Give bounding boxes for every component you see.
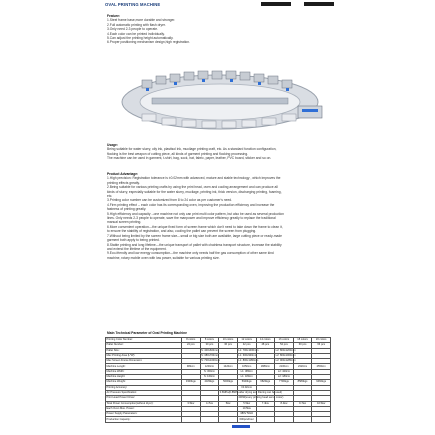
spec-cell: L1: 180cm	[237, 375, 256, 380]
spec-header-cell: 8 colors	[182, 338, 201, 343]
advantage-line: and extend the lifetime of the equipment.	[107, 246, 167, 251]
spec-cell: 1200cm	[200, 364, 219, 369]
advantage-line: garment both apply to being printed.	[107, 238, 160, 243]
advantage-section	[107, 172, 333, 260]
spec-cell: 48 pcs	[256, 343, 275, 348]
spec-cell: L2: 900x1280mm	[275, 359, 296, 363]
advantage-line: 1.High precision: Registration tolerance is ±0.02mm with advanced, mature and stable technology , which improves the	[107, 176, 281, 181]
spec-cell: L1: 600x900mm	[238, 353, 257, 357]
spec-header-cell: 8 colors	[200, 338, 219, 343]
spec-cell: L2: 800x1000mm	[275, 353, 296, 357]
spec-table-title: Main Technical Parameter of Oval Printing Machine	[107, 331, 188, 335]
spec-cell: 24 pcs	[182, 343, 201, 348]
header-redaction-bar	[261, 2, 291, 6]
spec-cell: L2: 420cm	[275, 369, 294, 374]
spec-cell: 1420cm	[219, 364, 238, 369]
spec-row-label: Max Printing Area (L*W):	[106, 353, 182, 358]
spec-header-cell: 20 colors	[312, 338, 331, 343]
spec-cell	[182, 417, 201, 422]
advantage-line: 7.Without being limited by the screen frame size---small or big size both are available, large cutting piece or ready-made	[107, 233, 283, 238]
spec-cell: L1: 800x1180mm	[238, 359, 259, 363]
spec-cell: S: 400x600mm	[201, 348, 219, 352]
advantage-line: machine, rotary mobile oven with low power, suitable for various printing size.	[107, 255, 220, 260]
advantage-line: 6.More convenient operation---the unique fixed form of screen frame which don't need to take down the frame to clean it,	[107, 224, 283, 229]
spec-cell: 3.5kw	[182, 401, 201, 406]
spec-cell	[293, 417, 312, 422]
spec-cell: 5.5kw	[237, 401, 256, 406]
highlight-bar	[232, 425, 250, 428]
advantage-line: 2.Being suitable for various printing crafts by using the print head, oven and cooling arrangement and can produce all	[107, 185, 278, 190]
spec-cell: 7.4kw	[256, 401, 275, 406]
spec-row-label: Pallet Number:	[106, 343, 182, 348]
spec-cell: S: 380x700mm	[201, 353, 219, 357]
spec-cell: 8.4kw	[275, 401, 294, 406]
spec-cell: 42 pcs	[237, 343, 256, 348]
spec-cell: L2: 180cm	[275, 375, 294, 380]
spec-cell: S: 700x1000mm	[201, 359, 221, 363]
spec-row-label: Printing Color Number:	[106, 338, 182, 343]
advantage-line: 9.Eco-friendly and low energy consumption---the machine only needs half the gas consumption of other same kind	[107, 251, 274, 256]
advantage-line: lines. Only needs 2-3 people to operate, save the manpower and improve efficiency greatly to replace the traditional	[107, 216, 276, 221]
advantage-heading: Product Advantage:	[107, 172, 139, 176]
spec-cell	[275, 417, 294, 422]
spec-table	[105, 337, 331, 423]
usage-line: Being suitable for water slurry, oily ink, plastisol ink, mucilage printing craft, etc. As a standard function configuration,	[107, 147, 277, 152]
spec-header-cell: 10 colors	[219, 338, 238, 343]
spec-cell: S: 160cm	[200, 375, 219, 380]
spec-cell: 982cm	[182, 364, 201, 369]
page-header	[105, 2, 337, 11]
spec-cell: 9460kgs	[312, 380, 331, 385]
usage-heading: Usage:	[107, 143, 118, 147]
spec-cell: 2100cm	[275, 364, 294, 369]
spec-cell: L1: 700x1000mm	[238, 348, 259, 352]
advantage-line: 4.Firm printing effect -- each color has its corresponding oven, improving the production efficiency and increase the	[107, 202, 275, 207]
spec-row-label: Total Power Consumption(without dryer):	[106, 401, 182, 406]
spec-cell: 30 pcs	[200, 343, 219, 348]
spec-row-label: Printing Accuracy:	[106, 385, 182, 390]
spec-cell	[256, 417, 275, 422]
advantage-line: etc.	[107, 194, 113, 199]
spec-cell: 5940kgs	[237, 380, 256, 385]
feature-line: 4.Each color can be printed individually.	[107, 31, 165, 36]
spec-cell: 600pcs/hour	[237, 417, 256, 422]
spec-cell: 0.6MPa(0.8MPa after drying and filtering can be used)	[219, 391, 283, 395]
usage-line: flocking is the best weapon of cutting piece, all kinds of garment printing and flocking processing.	[107, 151, 249, 156]
spec-cell: 10.5kw	[237, 406, 256, 411]
spec-cell: 9.7kw	[293, 401, 312, 406]
spec-cell: S: 300cm	[200, 369, 219, 374]
spec-cell: 36 pcs	[219, 343, 238, 348]
feature-line: 2.Full automatic printing with flash dryer.	[107, 22, 166, 27]
advantage-line: 3.Printing color number can be customized from 8 to 24 color as per customer's need.	[107, 198, 233, 203]
advantage-line: 5.High efficiency and capacity --one machine not only can print multi color pattern, but also be used as several production	[107, 211, 284, 216]
oval-printing-machine-image	[112, 62, 328, 138]
spec-cell: 4.7kw	[200, 401, 219, 406]
spec-cell: 4180kgs	[200, 380, 219, 385]
spec-row-label: Power Supply Parameters:	[106, 412, 182, 417]
spec-row-label: Machine Weight:	[106, 380, 182, 385]
spec-row-label: Production Capacity:	[106, 417, 182, 422]
feature-line: 1.Steel frame base,more durable and stronger.	[107, 18, 176, 23]
spec-cell	[219, 417, 238, 422]
spec-row-label: Air Pressure Specification:	[106, 390, 182, 395]
spec-cell: 66 pcs	[312, 343, 331, 348]
advantage-line: fastness of printing greatly.	[107, 207, 147, 212]
spec-row-label: Pallet Size:	[106, 348, 182, 353]
feature-line: 5.Can adjust the printing height automatically.	[107, 36, 174, 41]
spec-cell: 5000kgs	[219, 380, 238, 385]
feature-line: 3.Only need 2-3 people to operate.	[107, 27, 158, 32]
spec-cell: 400W(every printing head servo motor)	[238, 396, 284, 400]
page-title: OVAL PRINTING MACHINE	[105, 2, 161, 7]
advantage-line: 8.Stable printing and long lifetime---the unique transport of pallet with chainless transport structure, increase the stability	[107, 242, 282, 247]
spec-header-cell: 16 colors	[275, 338, 294, 343]
advantage-line: to ensure the stability of registration, and also, cooling the pallet can prevent the screen from plugging.	[107, 229, 257, 234]
spec-cell: L1: 380cm	[237, 369, 256, 374]
spec-cell: 54 pcs	[275, 343, 294, 348]
spec-header-cell: 18 colors	[293, 338, 312, 343]
spec-cell: ±0.02mm	[237, 385, 256, 390]
spec-row-label: Machine Length:	[106, 364, 182, 369]
spec-row-label: Each Oven Max. Power:	[106, 406, 182, 411]
advantage-line: kinds of slurry, especially suitable for the water slurry, mucilage, printing ink, thick version, discharging printing, foaming,	[107, 189, 282, 194]
features-section	[107, 14, 333, 45]
spec-cell: 380V 50Hz	[237, 412, 256, 417]
advantage-line: manual screen printing.	[107, 220, 142, 225]
spec-row-label: Machine Width:	[106, 369, 182, 374]
spec-cell	[312, 417, 331, 422]
spec-header-cell: 12 colors	[237, 338, 256, 343]
spec-row-label: Print Head Power Driver:	[106, 396, 182, 401]
features-heading: Feature:	[107, 14, 121, 18]
spec-cell: 6820kgs	[256, 380, 275, 385]
spec-cell: 2550cm	[312, 364, 331, 369]
usage-section	[107, 143, 333, 161]
spec-cell: 5kw	[219, 401, 238, 406]
header-redaction-bar	[304, 2, 334, 6]
spec-cell: 7700kgs	[275, 380, 294, 385]
spec-cell: L2: 800x1200mm	[275, 348, 296, 352]
spec-cell: 60 pcs	[293, 343, 312, 348]
spec-row-label: Machine Height:	[106, 375, 182, 380]
spec-cell: 2320cm	[293, 364, 312, 369]
usage-line: The machine can be used in garment, t-shirt, bag, sock, hat, fabric, paper, leather, PVC board, sticker and so on.	[107, 156, 272, 161]
spec-cell	[200, 417, 219, 422]
spec-row-label: Max Screen Frame Dimension:	[106, 359, 182, 364]
spec-cell: 1650cm	[237, 364, 256, 369]
spec-row	[106, 417, 331, 422]
feature-line: 6.Proper positioning mechanism design,high registration.	[107, 40, 191, 45]
spec-header-cell: 14 colors	[256, 338, 275, 343]
advantage-line: printing effects greatly.	[107, 180, 140, 185]
spec-cell: 8580kgs	[293, 380, 312, 385]
spec-cell: 1880cm	[256, 364, 275, 369]
spec-cell: 10.5kw	[312, 401, 331, 406]
spec-cell: 3300kgs	[182, 380, 201, 385]
